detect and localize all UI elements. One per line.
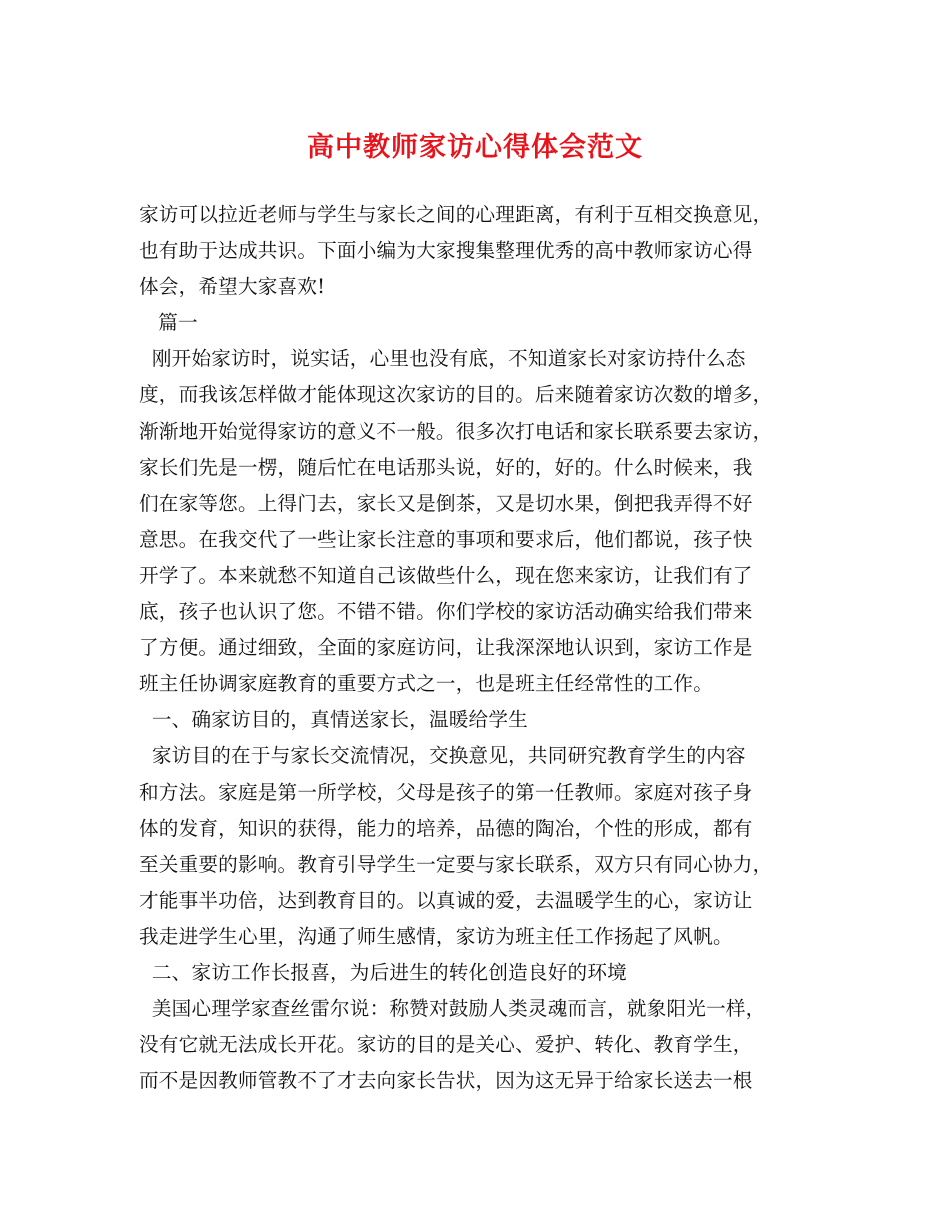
- text-line: 了方便。通过细致，全面的家庭访问，让我深深地认识到，家访工作是: [139, 636, 753, 660]
- text-line: 度，而我该怎样做才能体现这次家访的目的。后来随着家访次数的增多，: [139, 383, 773, 407]
- text-line: 渐渐地开始觉得家访的意义不一般。很多次打电话和家长联系要去家访，: [139, 419, 773, 443]
- text-line: 底，孩子也认识了您。不错不错。你们学校的家访活动确实给我们带来: [139, 600, 753, 624]
- text-line: 才能事半功倍，达到教育目的。以真诚的爱，去温暖学生的心，家访让: [139, 888, 753, 912]
- text-line: 我走进学生心里，沟通了师生感情，家访为班主任工作扬起了风帆。: [139, 924, 733, 948]
- text-line: 也有助于达成共识。下面小编为大家搜集整理优秀的高中教师家访心得: [139, 239, 753, 263]
- text-line: 而不是因教师管教不了才去向家长告状，因为这无异于给家长送去一根: [139, 1069, 753, 1093]
- text-line: 家访目的在于与家长交流情况，交换意见，共同研究教育学生的内容: [139, 744, 746, 768]
- text-line: 刚开始家访时，说实话，心里也没有底，不知道家长对家访持什么态: [139, 347, 746, 371]
- text-line: 至关重要的影响。教育引导学生一定要与家长联系，双方只有同心协力，: [139, 852, 773, 876]
- section-heading-two: 二、家访工作长报喜，为后进生的转化创造良好的环境: [139, 960, 627, 984]
- document-body: [139, 197, 819, 1099]
- text-line: 和方法。家庭是第一所学校，父母是孩子的第一任教师。家庭对孩子身: [139, 780, 753, 804]
- text-line: 体会，希望大家喜欢!: [139, 275, 326, 299]
- section-heading-part-one: 篇一: [139, 311, 198, 335]
- text-line: 开学了。本来就愁不知道自己该做些什么，现在您来家访，让我们有了: [139, 563, 753, 587]
- text-line: 没有它就无法成长开花。家访的目的是关心、爱护、转化、教育学生，: [139, 1033, 753, 1057]
- text-line: 们在家等您。上得门去，家长又是倒茶，又是切水果，倒把我弄得不好: [139, 491, 753, 515]
- document-title: 高中教师家访心得体会范文: [307, 132, 643, 163]
- text-line: 家长们先是一楞，随后忙在电话那头说，好的，好的。什么时候来，我: [139, 455, 753, 479]
- section-heading-one: 一、确家访目的，真情送家长，温暖给学生: [139, 708, 528, 732]
- text-line: 家访可以拉近老师与学生与家长之间的心理距离，有利于互相交换意见，: [139, 203, 773, 226]
- text-line: 美国心理学家查丝雷尔说：称赞对鼓励人类灵魂而言，就象阳光一样，: [139, 997, 766, 1021]
- text-line: 体的发育，知识的获得，能力的培养，品德的陶冶，个性的形成，都有: [139, 816, 753, 840]
- text-line: 班主任协调家庭教育的重要方式之一，也是班主任经常性的工作。: [139, 672, 714, 696]
- text-line: 意思。在我交代了一些让家长注意的事项和要求后，他们都说，孩子快: [139, 527, 753, 551]
